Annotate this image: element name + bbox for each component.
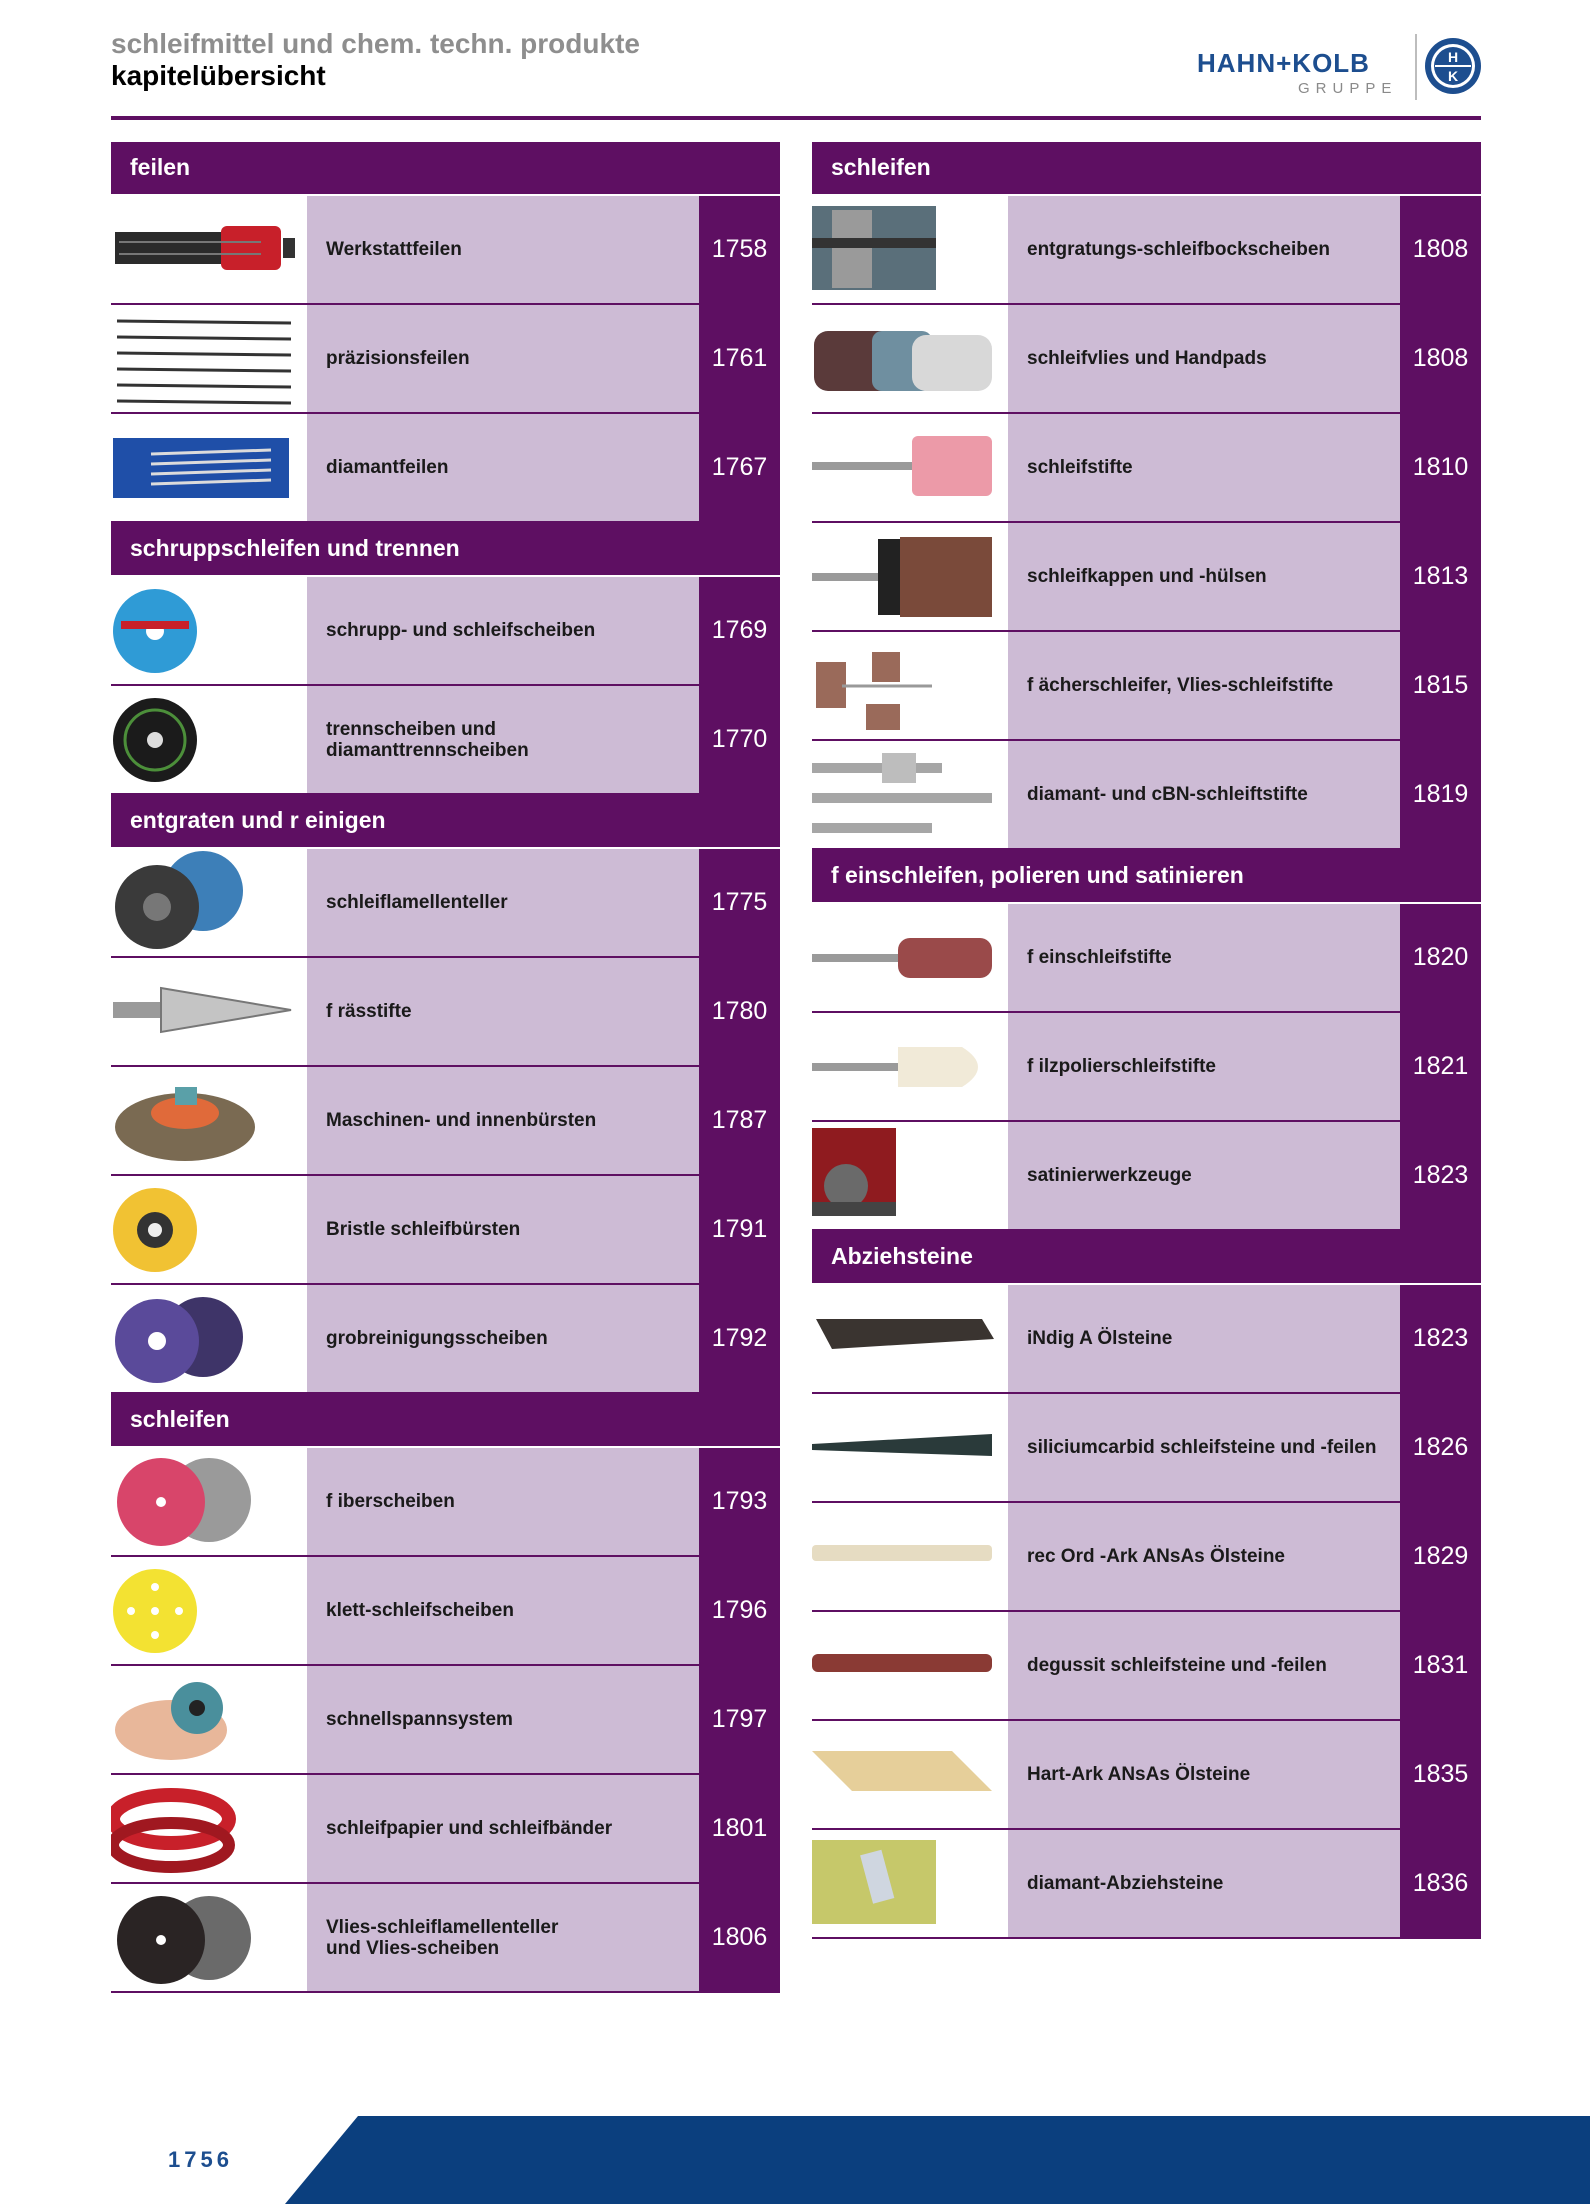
- chapter-label: schleiflamellenteller: [307, 849, 699, 956]
- chapter-page-number[interactable]: 1831: [1400, 1612, 1481, 1719]
- chapter-label: grobreinigungsscheiben: [307, 1285, 699, 1392]
- product-thumbnail: [111, 958, 307, 1065]
- chapter-label: degussit schleifsteine und -feilen: [1008, 1612, 1400, 1719]
- chapter-label: Maschinen- und innenbürsten: [307, 1067, 699, 1174]
- chapter-label: diamant-Abziehsteine: [1008, 1830, 1400, 1937]
- hard-arkansas-stone-icon: [812, 1721, 1008, 1828]
- chapter-page-number[interactable]: 1780: [699, 958, 780, 1065]
- diamond-point-icon: [812, 741, 1008, 848]
- category-header: schleifen: [812, 142, 1481, 194]
- product-thumbnail: [111, 1557, 307, 1664]
- svg-text:H: H: [1447, 49, 1459, 65]
- product-thumbnail: [111, 686, 307, 793]
- product-thumbnail: [812, 1612, 1008, 1719]
- chapter-label: f einschleifstifte: [1008, 904, 1400, 1011]
- chapter-row[interactable]: [111, 305, 780, 414]
- chapter-row[interactable]: [111, 414, 780, 523]
- chapter-page-number[interactable]: 1821: [1400, 1013, 1481, 1120]
- chapter-page-number[interactable]: 1791: [699, 1176, 780, 1283]
- degussit-stone-icon: [812, 1612, 1008, 1719]
- chapter-page-number[interactable]: 1775: [699, 849, 780, 956]
- right-column: [812, 142, 1481, 1939]
- document-title: kapitelübersicht: [111, 60, 326, 91]
- product-thumbnail: [812, 305, 1008, 412]
- cleaning-disc-icon: [111, 1285, 307, 1392]
- chapter-label: schleifkappen und -hülsen: [1008, 523, 1400, 630]
- chapter-label: schleifpapier und schleifbänder: [307, 1775, 699, 1882]
- chapter-label: siliciumcarbid schleifsteine und -feilen: [1008, 1394, 1400, 1501]
- carbide-burr-icon: [111, 958, 307, 1065]
- satin-finishing-tool-icon: [812, 1122, 1008, 1229]
- mounted-point-icon: [812, 414, 1008, 521]
- chapter-page-number[interactable]: 1769: [699, 577, 780, 684]
- chapter-row[interactable]: [812, 1394, 1481, 1503]
- product-thumbnail: [812, 1013, 1008, 1120]
- chapter-row[interactable]: [111, 577, 780, 686]
- chapter-label: f iberscheiben: [307, 1448, 699, 1555]
- oil-stone-icon: [812, 1285, 1008, 1392]
- flap-disc-icon: [111, 849, 307, 956]
- left-column: [111, 142, 780, 1993]
- file-set-red-handle-icon: [111, 196, 307, 303]
- product-thumbnail: [111, 414, 307, 521]
- product-thumbnail: [812, 1830, 1008, 1937]
- needle-files-icon: [111, 305, 307, 412]
- product-thumbnail: [812, 1285, 1008, 1392]
- chapter-label: klett-schleifscheiben: [307, 1557, 699, 1664]
- product-thumbnail: [111, 1176, 307, 1283]
- product-thumbnail: [812, 414, 1008, 521]
- product-thumbnail: [111, 196, 307, 303]
- chapter-row[interactable]: [812, 904, 1481, 1013]
- brand-gruppe: GRUPPE: [1298, 80, 1398, 97]
- chapter-label: Vlies-schleiflamellenteller und Vlies-scheiben: [307, 1884, 699, 1991]
- category-header: schruppschleifen und trennen: [111, 523, 780, 575]
- chapter-page-number[interactable]: 1792: [699, 1285, 780, 1392]
- chapter-page-number[interactable]: 1796: [699, 1557, 780, 1664]
- product-thumbnail: [111, 1285, 307, 1392]
- chapter-page-number[interactable]: 1797: [699, 1666, 780, 1773]
- chapter-label: Bristle schleifbürsten: [307, 1176, 699, 1283]
- product-thumbnail: [111, 1067, 307, 1174]
- product-thumbnail: [111, 1448, 307, 1555]
- product-thumbnail: [812, 196, 1008, 303]
- chapter-row[interactable]: [812, 1721, 1481, 1830]
- chapter-row[interactable]: [111, 196, 780, 305]
- bench-grinder-wheel-icon: [812, 196, 1008, 303]
- chapter-row[interactable]: [111, 1285, 780, 1394]
- chapter-row[interactable]: [111, 686, 780, 795]
- chapter-row[interactable]: [812, 1503, 1481, 1612]
- category-header: schleifen: [111, 1394, 780, 1446]
- product-thumbnail: [812, 523, 1008, 630]
- brand-name: [1197, 48, 1370, 79]
- chapter-row[interactable]: [812, 414, 1481, 523]
- diamond-cutting-disc-icon: [111, 686, 307, 793]
- chapter-page-number[interactable]: 1787: [699, 1067, 780, 1174]
- category-header: f einschleifen, polieren und satinieren: [812, 850, 1481, 902]
- chapter-label: diamant- und cBN-schleiftstifte: [1008, 741, 1400, 848]
- grinding-disc-icon: [111, 577, 307, 684]
- chapter-row[interactable]: [812, 632, 1481, 741]
- logo-divider: [1415, 34, 1417, 100]
- footer-band: [0, 2116, 1590, 2204]
- header-divider: [111, 116, 1481, 120]
- chapter-label: rec Ord -Ark ANsAs Ölsteine: [1008, 1503, 1400, 1610]
- chapter-page-number[interactable]: 1819: [1400, 741, 1481, 848]
- fine-grinding-point-icon: [812, 904, 1008, 1011]
- product-thumbnail: [812, 1721, 1008, 1828]
- chapter-page-number[interactable]: 1758: [699, 196, 780, 303]
- chapter-row[interactable]: [111, 1557, 780, 1666]
- chapter-page-number[interactable]: 1770: [699, 686, 780, 793]
- chapter-page-number[interactable]: 1835: [1400, 1721, 1481, 1828]
- chapter-row[interactable]: [812, 305, 1481, 414]
- chapter-label: schnellspannsystem: [307, 1666, 699, 1773]
- category-header: feilen: [111, 142, 780, 194]
- chapter-page-number[interactable]: 1823: [1400, 1122, 1481, 1229]
- chapter-row[interactable]: [812, 741, 1481, 850]
- chapter-page-number[interactable]: 1823: [1400, 1285, 1481, 1392]
- chapter-page-number[interactable]: 1761: [699, 305, 780, 412]
- chapter-row[interactable]: [111, 1067, 780, 1176]
- chapter-label: schrupp- und schleifscheiben: [307, 577, 699, 684]
- hand-pad-icon: [812, 305, 1008, 412]
- product-thumbnail: [812, 632, 1008, 739]
- quick-change-disc-icon: [111, 1666, 307, 1773]
- product-thumbnail: [111, 1666, 307, 1773]
- brand-logo: [1195, 34, 1485, 100]
- brand-name-part2: KOLB: [1292, 48, 1370, 78]
- chapter-label: Werkstattfeilen: [307, 196, 699, 303]
- chapter-page-number[interactable]: 1810: [1400, 414, 1481, 521]
- product-thumbnail: [111, 1775, 307, 1882]
- page-number: 1756: [168, 2147, 233, 2172]
- product-thumbnail: [111, 849, 307, 956]
- product-thumbnail: [812, 904, 1008, 1011]
- chapter-label: f rässtifte: [307, 958, 699, 1065]
- chapter-label: satinierwerkzeuge: [1008, 1122, 1400, 1229]
- chapter-row[interactable]: [812, 1013, 1481, 1122]
- chapter-row[interactable]: [111, 958, 780, 1067]
- chapter-page-number[interactable]: 1767: [699, 414, 780, 521]
- category-header: Abziehsteine: [812, 1231, 1481, 1283]
- chapter-row[interactable]: [812, 523, 1481, 632]
- chapter-label: Hart-Ark ANsAs Ölsteine: [1008, 1721, 1400, 1828]
- product-thumbnail: [111, 1884, 307, 1991]
- velcro-disc-icon: [111, 1557, 307, 1664]
- product-thumbnail: [812, 1503, 1008, 1610]
- chapter-row[interactable]: [812, 196, 1481, 305]
- chapter-label: schleifvlies und Handpads: [1008, 305, 1400, 412]
- chapter-row[interactable]: [111, 1448, 780, 1557]
- chapter-row[interactable]: [111, 1775, 780, 1884]
- chapter-page-number[interactable]: 1813: [1400, 523, 1481, 630]
- brand-name-part1: HAHN+: [1197, 48, 1293, 78]
- chapter-label: schleifstifte: [1008, 414, 1400, 521]
- bristle-brush-icon: [111, 1176, 307, 1283]
- chapter-page-number[interactable]: 1815: [1400, 632, 1481, 739]
- fleece-disc-icon: [111, 1884, 307, 1991]
- chapter-label: f ilzpolierschleifstifte: [1008, 1013, 1400, 1120]
- arkansas-stone-icon: [812, 1503, 1008, 1610]
- fibre-disc-icon: [111, 1448, 307, 1555]
- sanding-belt-icon: [111, 1775, 307, 1882]
- chapter-row[interactable]: [812, 1285, 1481, 1394]
- chapter-page-number[interactable]: 1820: [1400, 904, 1481, 1011]
- sic-stone-icon: [812, 1394, 1008, 1501]
- product-thumbnail: [111, 305, 307, 412]
- sanding-sleeve-icon: [812, 523, 1008, 630]
- product-thumbnail: [812, 1394, 1008, 1501]
- chapter-row[interactable]: [812, 1122, 1481, 1231]
- chapter-row[interactable]: [111, 1666, 780, 1775]
- product-thumbnail: [812, 741, 1008, 848]
- chapter-label: f ächerschleifer, Vlies-schleifstifte: [1008, 632, 1400, 739]
- chapter-page-number[interactable]: 1806: [699, 1884, 780, 1991]
- product-thumbnail: [812, 1122, 1008, 1229]
- chapter-row[interactable]: [812, 1830, 1481, 1939]
- chapter-page-number[interactable]: 1836: [1400, 1830, 1481, 1937]
- wire-brush-icon: [111, 1067, 307, 1174]
- product-thumbnail: [111, 577, 307, 684]
- chapter-label: präzisionsfeilen: [307, 305, 699, 412]
- chapter-row[interactable]: [111, 1176, 780, 1285]
- chapter-page-number[interactable]: 1793: [699, 1448, 780, 1555]
- diamond-files-case-icon: [111, 414, 307, 521]
- chapter-label: iNdig A Ölsteine: [1008, 1285, 1400, 1392]
- chapter-row[interactable]: [111, 1884, 780, 1993]
- document-subtitle: schleifmittel und chem. techn. produkte: [111, 28, 640, 59]
- chapter-label: trennscheiben und diamanttrennscheiben: [307, 686, 699, 793]
- category-header: entgraten und r einigen: [111, 795, 780, 847]
- chapter-page-number[interactable]: 1801: [699, 1775, 780, 1882]
- chapter-page-number[interactable]: 1829: [1400, 1503, 1481, 1610]
- chapter-label: diamantfeilen: [307, 414, 699, 521]
- chapter-row[interactable]: [111, 849, 780, 958]
- chapter-page-number[interactable]: 1808: [1400, 305, 1481, 412]
- svg-text:K: K: [1447, 68, 1459, 84]
- chapter-row[interactable]: [812, 1612, 1481, 1721]
- chapter-page-number[interactable]: 1826: [1400, 1394, 1481, 1501]
- hk-emblem-icon: [1423, 36, 1483, 96]
- felt-bob-icon: [812, 1013, 1008, 1120]
- flap-wheel-icon: [812, 632, 1008, 739]
- chapter-label: entgratungs-schleifbockscheiben: [1008, 196, 1400, 303]
- diamond-hone-icon: [812, 1830, 1008, 1937]
- chapter-page-number[interactable]: 1808: [1400, 196, 1481, 303]
